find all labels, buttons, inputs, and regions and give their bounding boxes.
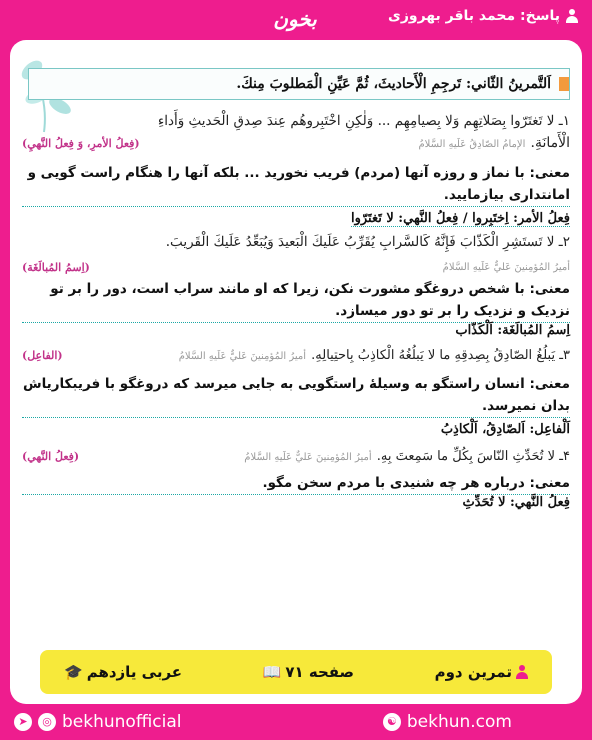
- graduation-cap-icon: 🎓: [64, 663, 83, 681]
- website-link[interactable]: ☯ bekhun.com: [383, 712, 512, 732]
- instagram-icon[interactable]: ◎: [38, 713, 56, 731]
- hadith-item-4: [22, 445, 570, 510]
- answer: فِعلُ الأمر: اِختَبِروا / فِعلُ النَّهي: لا تَغتَرّوا: [350, 211, 570, 226]
- task-tag: (فِعلُ الأمرِ، وَ فِعلُ النَّهيِ): [22, 136, 140, 150]
- globe-icon[interactable]: ☯: [383, 713, 401, 731]
- translation: معنی: درباره هر چه شنیدی با مردم سخن مگو.: [22, 472, 570, 495]
- hadith-source: أميرُ المُؤمِنينَ عَليٌّ عَلَيهِ السَّلامُ: [244, 452, 372, 463]
- user-icon: [566, 9, 578, 23]
- exercise-label: تمرین دوم: [435, 663, 528, 681]
- brand-logo: بخون: [273, 7, 317, 31]
- hadith-item-2: [22, 231, 570, 338]
- hadith-item-3: [22, 344, 570, 437]
- task-tag: (فِعلُ النَّهي): [22, 450, 80, 463]
- book-label: عربی یازدهم 🎓: [64, 663, 183, 681]
- answerer-label: پاسخ: محمد باقر بهروزی: [388, 8, 578, 24]
- hadith-row: [22, 445, 570, 468]
- book-open-icon: 📖: [262, 663, 282, 681]
- user-icon: [516, 665, 528, 679]
- source-row: [22, 132, 570, 154]
- hadith-text: ۲ـ لا تَستَشِرِ الْكَذّابَ فَإِنَّهُ كَالسَّرابِ يُقَرِّبُ عَلَيكَ الْبَعيدَ وَيُبَعِّدُ عَلَيكَ الْقَريبَ.: [165, 234, 570, 250]
- content-card: [10, 40, 582, 704]
- answer: اَلْفاعِل: اَلصّادِقُ، اَلْكاذِبُ: [440, 422, 570, 437]
- hadith-text: ۳ـ يَبلُغُ الصّادِقُ بِصِدقِهِ ما لا يَبلُغُهُ الْكاذِبُ بِاحتِيالِهِ.: [311, 348, 570, 363]
- page-label: صفحه ۷۱ 📖: [262, 663, 355, 681]
- translation: معنی: با نماز و روزه آنها (مردم) فریب نخورید ... بلکه آنها را هنگام راست گویی و امانتداری بیازمایید.: [22, 162, 570, 207]
- exercise-title: اَلتَّمرينُ الثّاني: تَرجِمِ الْأَحاديثَ، ثُمَّ عَيِّنِ الْمَطلوبَ مِنكَ.: [236, 76, 551, 92]
- hadith-source: الإمامُ الصّادِقُ عَلَيهِ السَّلامُ: [418, 139, 526, 150]
- hadith-source: أميرُ المُؤمِنينَ عَليٌّ عَلَيهِ السَّلامُ: [178, 351, 307, 362]
- translation: معنی: انسان راستگو به وسیلۀ راستگویی به جایی میرسد که دروغگو با فریبکاریاش بدان نمیرسد.: [22, 373, 570, 418]
- hadith-text: ۱ـ لا تَغتَرّوا بِصَلاتِهِم وَلا بِصيامِهِم ... وَلٰكِنِ اخْتَبِروهُم عِندَ صِدقِ الْحَديثِ وَأَداءِ: [157, 113, 570, 129]
- social-handle[interactable]: ➤ ◎ bekhunofficial: [14, 712, 181, 732]
- answer: فِعلُ النَّهي: لا تُحَدِّثِ: [462, 495, 570, 510]
- answer: اِسمُ المُبالَغَة: اَلْكَذّاب: [455, 323, 570, 338]
- lesson-info-box: [40, 650, 552, 694]
- hadith-source: أميرُ المُؤمِنينَ عَليٌّ عَلَيهِ السَّلامُ: [442, 262, 570, 273]
- telegram-icon[interactable]: ➤: [14, 713, 32, 731]
- task-tag: (الفاعِل): [22, 349, 63, 362]
- exercise-content: [22, 110, 570, 510]
- footer: [0, 706, 592, 740]
- task-tag: (اِسمُ المُبالَغَة): [22, 261, 90, 274]
- translation: معنی: با شخص دروغگو مشورت نکن، زیرا که او مانند سراب است، دور را بر تو نزدیک و نزدیک را بر تو دور میسازد.: [22, 278, 570, 323]
- hadith-item-1: [22, 110, 570, 227]
- exercise-title-bar: [28, 68, 570, 100]
- top-bar: [0, 0, 592, 38]
- hadith-text: ۴ـ لا تُحَدِّثِ النّاسَ بِكُلِّ ما سَمِعتَ بِهِ.: [376, 449, 570, 464]
- source-row: [22, 261, 570, 274]
- hadith-row: [22, 344, 570, 367]
- hadith-text-cont: الْأَمانَةِ.: [530, 135, 570, 151]
- title-marker: [559, 77, 569, 91]
